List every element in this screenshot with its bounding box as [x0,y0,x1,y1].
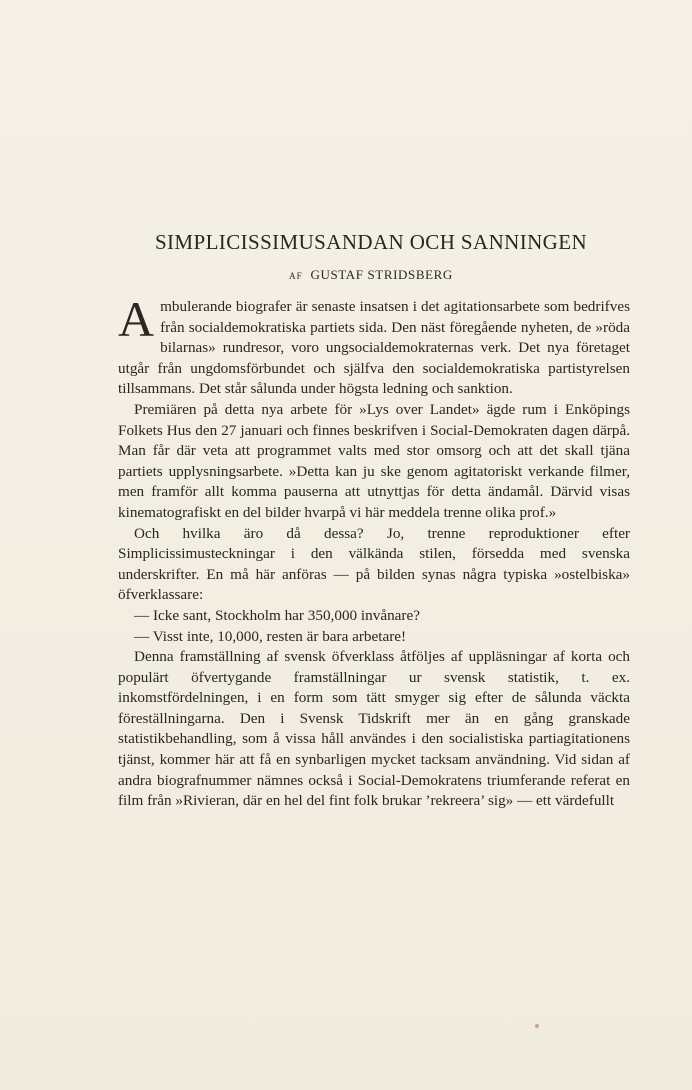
article-title: SIMPLICISSIMUSANDAN OCH SANNINGEN [154,230,588,254]
dialogue-line-1: — Icke sant, Stockholm har 350,000 invånare? [134,606,420,624]
paper-speck [535,1024,539,1028]
paragraph-1-text: mbulerande biografer är senaste insatsen i det agitationsarbete som bedrifves från socialdemokratiska partiets sida. Den näst föregående nyheten, de »röda bilarnas» rundresor, voro ungsocialdemokraternas verk. Det nya företaget utgår från ungdomsförbundet och själfva den socialdemokratiska partistyrelsen tillsammans. Det står sålunda under högsta ledning och sanktion. [118,298,630,398]
paragraph-2: Premiären på detta nya arbete för »Lys over Landet» ägde rum i Enköpings Folkets Hus den 27 januari och finnes beskrifven i Social-Demokraten dagen därpå. Man får där veta att programmet valts med stor omsorg och att det skall tjäna partiets upplysningsarbete. »Detta kan ju ske genom agitatoriskt verkande filmer, men framför allt komma pauserna att utnyttjas för detta ändamål. Därvid visas kinematografiskt en del bilder hvarpå vi här meddela trenne olika prof.» [118,400,630,521]
byline [0,267,692,283]
article-body [118,291,630,812]
dialogue-line-2: — Visst inte, 10,000, resten är bara arbetare! [134,627,407,645]
drop-cap: A [118,291,155,347]
byline-prefix: AF [289,271,303,281]
paragraph-3: Och hvilka äro då dessa? Jo, trenne reproduktioner efter Simplicissimusteckningar i den välkända stilen, försedda med svenska underskrifter. En må här anföras — på bilden synas några typiska »ostelbiska» öfverklassare: [118,524,630,604]
paragraph-1 [118,291,630,400]
author-name: GUSTAF STRIDSBERG [310,267,453,282]
paragraph-4: Denna framställning af svensk öfverklass åtföljes af uppläsningar af korta och populärt öfvertygande framställningar ur svensk statistik, t. ex. inkomstfördelningen, i en form som tätt smyger sig efter de sålunda väckta föreställningarna. Den i Svensk Tidskrift mer än en gång granskade statistikbehandling, som å vissa håll användes i den socialistiska partiagitationens tjänst, kommer här att få en synbarligen mycket tacksam användning. Vid sidan af andra biografnummer nämnes också i Social-Demokratens triumferande referat en film från »Rivieran, där en hel del fint folk brukar ’rekreera’ sig» — ett värdefullt [118,648,630,810]
